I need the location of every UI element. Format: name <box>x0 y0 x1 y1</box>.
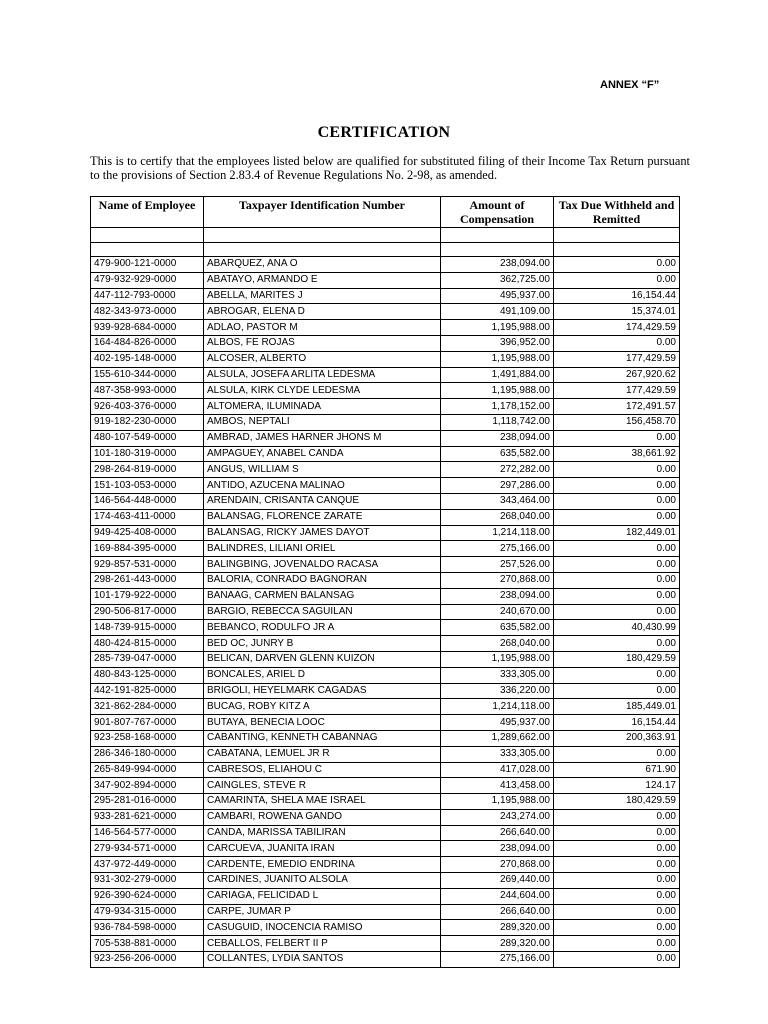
blank-cell <box>441 228 554 243</box>
table-row <box>91 936 680 952</box>
table-row <box>91 888 680 904</box>
tax-withheld-cell: 0.00 <box>554 257 680 273</box>
tin-cell: 347-902-894-0000 <box>91 778 204 794</box>
tax-withheld-cell: 15,374.01 <box>554 304 680 320</box>
table-row <box>91 746 680 762</box>
table-row <box>91 620 680 636</box>
tax-withheld-cell: 0.00 <box>554 572 680 588</box>
blank-row <box>91 228 680 243</box>
tax-withheld-cell: 180,429.59 <box>554 794 680 810</box>
compensation-cell: 495,937.00 <box>441 715 554 731</box>
employee-name-cell: CABRESOS, ELIAHOU C <box>204 762 441 778</box>
employee-name-cell: ABROGAR, ELENA D <box>204 304 441 320</box>
tin-cell: 487-358-993-0000 <box>91 383 204 399</box>
compensation-cell: 336,220.00 <box>441 683 554 699</box>
tax-withheld-cell: 0.00 <box>554 462 680 478</box>
tax-withheld-cell: 0.00 <box>554 636 680 652</box>
employee-name-cell: BUTAYA, BENECIA LOOC <box>204 715 441 731</box>
table-row <box>91 257 680 273</box>
employee-name-cell: BALORIA, CONRADO BAGNORAN <box>204 572 441 588</box>
table-row <box>91 857 680 873</box>
intro-paragraph <box>90 154 690 182</box>
tax-withheld-cell: 0.00 <box>554 746 680 762</box>
employee-name-cell: CABANTING, KENNETH CABANNAG <box>204 730 441 746</box>
table-row <box>91 778 680 794</box>
tax-withheld-cell: 200,363.91 <box>554 730 680 746</box>
tin-cell: 933-281-621-0000 <box>91 809 204 825</box>
employee-name-cell: ABELLA, MARITES J <box>204 288 441 304</box>
compensation-cell: 635,582.00 <box>441 446 554 462</box>
table-row <box>91 730 680 746</box>
compensation-cell: 491,109.00 <box>441 304 554 320</box>
compensation-cell: 1,178,152.00 <box>441 399 554 415</box>
table-row <box>91 446 680 462</box>
compensation-cell: 244,604.00 <box>441 888 554 904</box>
employee-name-cell: BARGIO, REBECCA SAGUILAN <box>204 604 441 620</box>
table-row <box>91 430 680 446</box>
employee-name-cell: COLLANTES, LYDIA SANTOS <box>204 952 441 968</box>
employee-name-cell: CEBALLOS, FELBERT II P <box>204 936 441 952</box>
tax-withheld-cell: 0.00 <box>554 904 680 920</box>
tin-cell: 936-784-598-0000 <box>91 920 204 936</box>
column-header-name: Name of Employee <box>91 197 204 228</box>
table-row <box>91 288 680 304</box>
tin-cell: 939-928-684-0000 <box>91 320 204 336</box>
table-row <box>91 351 680 367</box>
tin-cell: 155-610-344-0000 <box>91 367 204 383</box>
column-header-tax: Tax Due Withheld and Remitted <box>554 197 680 228</box>
table-row <box>91 509 680 525</box>
tax-withheld-cell: 0.00 <box>554 335 680 351</box>
tax-withheld-cell: 0.00 <box>554 493 680 509</box>
compensation-cell: 268,040.00 <box>441 636 554 652</box>
tin-cell: 286-346-180-0000 <box>91 746 204 762</box>
employee-name-cell: BUCAG, ROBY KITZ A <box>204 699 441 715</box>
employee-name-cell: BRIGOLI, HEYELMARK CAGADAS <box>204 683 441 699</box>
employee-name-cell: CARIAGA, FELICIDAD L <box>204 888 441 904</box>
compensation-cell: 238,094.00 <box>441 588 554 604</box>
employee-name-cell: BALINGBING, JOVENALDO RACASA <box>204 557 441 573</box>
table-row <box>91 699 680 715</box>
column-header-tin: Taxpayer Identification Number <box>204 197 441 228</box>
tin-cell: 482-343-973-0000 <box>91 304 204 320</box>
employee-name-cell: ALSULA, KIRK CLYDE LEDESMA <box>204 383 441 399</box>
table-row <box>91 478 680 494</box>
tin-cell: 479-932-929-0000 <box>91 272 204 288</box>
tin-cell: 298-264-819-0000 <box>91 462 204 478</box>
compensation-cell: 240,670.00 <box>441 604 554 620</box>
tin-cell: 146-564-448-0000 <box>91 493 204 509</box>
tax-withheld-cell: 267,920.62 <box>554 367 680 383</box>
table-row <box>91 525 680 541</box>
tax-withheld-cell: 177,429.59 <box>554 383 680 399</box>
employee-name-cell: ABARQUEZ, ANA O <box>204 257 441 273</box>
blank-cell <box>441 242 554 257</box>
table-row <box>91 794 680 810</box>
tax-withheld-cell: 0.00 <box>554 588 680 604</box>
table-row <box>91 904 680 920</box>
table-row <box>91 604 680 620</box>
tin-cell: 479-934-315-0000 <box>91 904 204 920</box>
employee-name-cell: ALBOS, FE ROJAS <box>204 335 441 351</box>
compensation-cell: 238,094.00 <box>441 430 554 446</box>
employee-name-cell: BEBANCO, RODULFO JR A <box>204 620 441 636</box>
employee-name-cell: CAMARINTA, SHELA MAE ISRAEL <box>204 794 441 810</box>
compensation-cell: 495,937.00 <box>441 288 554 304</box>
table-row <box>91 462 680 478</box>
employee-name-cell: AMBRAD, JAMES HARNER JHONS M <box>204 430 441 446</box>
tax-withheld-cell: 0.00 <box>554 478 680 494</box>
tin-cell: 479-900-121-0000 <box>91 257 204 273</box>
compensation-cell: 362,725.00 <box>441 272 554 288</box>
blank-cell <box>554 228 680 243</box>
table-row <box>91 367 680 383</box>
blank-cell <box>554 242 680 257</box>
compensation-cell: 275,166.00 <box>441 952 554 968</box>
tax-withheld-cell: 156,458.70 <box>554 414 680 430</box>
tax-withheld-cell: 0.00 <box>554 430 680 446</box>
table-row <box>91 873 680 889</box>
column-header-amount: Amount of Compensation <box>441 197 554 228</box>
tin-cell: 295-281-016-0000 <box>91 794 204 810</box>
tin-cell: 480-843-125-0000 <box>91 667 204 683</box>
tin-cell: 285-739-047-0000 <box>91 651 204 667</box>
compensation-cell: 275,166.00 <box>441 541 554 557</box>
employee-name-cell: BALANSAG, RICKY JAMES DAYOT <box>204 525 441 541</box>
table-row <box>91 667 680 683</box>
tax-withheld-cell: 38,661.92 <box>554 446 680 462</box>
tin-cell: 929-857-531-0000 <box>91 557 204 573</box>
table-row <box>91 493 680 509</box>
blank-row <box>91 242 680 257</box>
table-row <box>91 383 680 399</box>
employee-name-cell: AMPAGUEY, ANABEL CANDA <box>204 446 441 462</box>
tax-withheld-cell: 177,429.59 <box>554 351 680 367</box>
employee-name-cell: ALTOMERA, ILUMINADA <box>204 399 441 415</box>
tax-withheld-cell: 0.00 <box>554 557 680 573</box>
table-row <box>91 683 680 699</box>
tax-withheld-cell: 0.00 <box>554 604 680 620</box>
tax-withheld-cell: 180,429.59 <box>554 651 680 667</box>
tax-withheld-cell: 0.00 <box>554 936 680 952</box>
employee-name-cell: ALSULA, JOSEFA ARLITA LEDESMA <box>204 367 441 383</box>
tax-withheld-cell: 40,430.99 <box>554 620 680 636</box>
employee-table <box>90 196 680 968</box>
employee-name-cell: BALANSAG, FLORENCE ZARATE <box>204 509 441 525</box>
employee-name-cell: BELICAN, DARVEN GLENN KUIZON <box>204 651 441 667</box>
compensation-cell: 1,289,662.00 <box>441 730 554 746</box>
compensation-cell: 1,195,988.00 <box>441 351 554 367</box>
tin-cell: 265-849-994-0000 <box>91 762 204 778</box>
table-row <box>91 414 680 430</box>
tax-withheld-cell: 0.00 <box>554 667 680 683</box>
compensation-cell: 257,526.00 <box>441 557 554 573</box>
blank-cell <box>91 242 204 257</box>
table-row <box>91 920 680 936</box>
tax-withheld-cell: 0.00 <box>554 825 680 841</box>
tin-cell: 164-484-826-0000 <box>91 335 204 351</box>
employee-name-cell: BONCALES, ARIEL D <box>204 667 441 683</box>
tin-cell: 926-403-376-0000 <box>91 399 204 415</box>
tin-cell: 101-180-319-0000 <box>91 446 204 462</box>
tin-cell: 480-424-815-0000 <box>91 636 204 652</box>
page-title: CERTIFICATION <box>317 124 451 141</box>
table-row <box>91 320 680 336</box>
compensation-cell: 1,214,118.00 <box>441 525 554 541</box>
compensation-cell: 333,305.00 <box>441 746 554 762</box>
compensation-cell: 268,040.00 <box>441 509 554 525</box>
tax-withheld-cell: 0.00 <box>554 857 680 873</box>
table-row <box>91 762 680 778</box>
employee-name-cell: BED OC, JUNRY B <box>204 636 441 652</box>
tin-cell: 298-261-443-0000 <box>91 572 204 588</box>
tin-cell: 705-538-881-0000 <box>91 936 204 952</box>
tin-cell: 402-195-148-0000 <box>91 351 204 367</box>
tin-cell: 437-972-449-0000 <box>91 857 204 873</box>
compensation-cell: 333,305.00 <box>441 667 554 683</box>
table-row <box>91 572 680 588</box>
employee-name-cell: ANGUS, WILLIAM S <box>204 462 441 478</box>
tin-cell: 480-107-549-0000 <box>91 430 204 446</box>
compensation-cell: 266,640.00 <box>441 825 554 841</box>
annex-label: ANNEX “F” <box>600 79 660 91</box>
compensation-cell: 269,440.00 <box>441 873 554 889</box>
employee-name-cell: ABATAYO, ARMANDO E <box>204 272 441 288</box>
tax-withheld-cell: 0.00 <box>554 888 680 904</box>
blank-cell <box>204 228 441 243</box>
compensation-cell: 1,118,742.00 <box>441 414 554 430</box>
compensation-cell: 396,952.00 <box>441 335 554 351</box>
tin-cell: 290-506-817-0000 <box>91 604 204 620</box>
table-row <box>91 335 680 351</box>
table-row <box>91 952 680 968</box>
table-row <box>91 557 680 573</box>
tin-cell: 923-256-206-0000 <box>91 952 204 968</box>
intro-text: This is to certify that the employees listed below are qualified for substituted filing of their Income Tax Return pursuant to the provisions of Section 2.83.4 of Revenue Regulations No. 2-98, as amended. <box>90 154 690 182</box>
compensation-cell: 1,195,988.00 <box>441 651 554 667</box>
tin-cell: 169-884-395-0000 <box>91 541 204 557</box>
employee-name-cell: CASUGUID, INOCENCIA RAMISO <box>204 920 441 936</box>
employee-name-cell: CAINGLES, STEVE R <box>204 778 441 794</box>
employee-name-cell: CARPE, JUMAR P <box>204 904 441 920</box>
tin-cell: 174-463-411-0000 <box>91 509 204 525</box>
tax-withheld-cell: 0.00 <box>554 841 680 857</box>
tin-cell: 923-258-168-0000 <box>91 730 204 746</box>
table-body <box>91 257 680 968</box>
compensation-cell: 635,582.00 <box>441 620 554 636</box>
tin-cell: 931-302-279-0000 <box>91 873 204 889</box>
table-row <box>91 636 680 652</box>
tin-cell: 279-934-571-0000 <box>91 841 204 857</box>
blank-cell <box>91 228 204 243</box>
employee-name-cell: CABATANA, LEMUEL JR R <box>204 746 441 762</box>
table-row <box>91 399 680 415</box>
tax-withheld-cell: 16,154.44 <box>554 288 680 304</box>
compensation-cell: 266,640.00 <box>441 904 554 920</box>
tax-withheld-cell: 172,491.57 <box>554 399 680 415</box>
table-row <box>91 809 680 825</box>
compensation-cell: 1,195,988.00 <box>441 320 554 336</box>
tax-withheld-cell: 182,449.01 <box>554 525 680 541</box>
employee-name-cell: CANDA, MARISSA TABILIRAN <box>204 825 441 841</box>
employee-name-cell: CARCUEVA, JUANITA IRAN <box>204 841 441 857</box>
employee-name-cell: CARDENTE, EMEDIO ENDRINA <box>204 857 441 873</box>
employee-name-cell: CARDINES, JUANITO ALSOLA <box>204 873 441 889</box>
compensation-cell: 417,028.00 <box>441 762 554 778</box>
compensation-cell: 297,286.00 <box>441 478 554 494</box>
tax-withheld-cell: 0.00 <box>554 952 680 968</box>
tin-cell: 447-112-793-0000 <box>91 288 204 304</box>
tin-cell: 151-103-053-0000 <box>91 478 204 494</box>
employee-name-cell: BANAAG, CARMEN BALANSAG <box>204 588 441 604</box>
compensation-cell: 289,320.00 <box>441 920 554 936</box>
table-row <box>91 651 680 667</box>
compensation-cell: 413,458.00 <box>441 778 554 794</box>
tax-withheld-cell: 0.00 <box>554 509 680 525</box>
tax-withheld-cell: 0.00 <box>554 272 680 288</box>
tax-withheld-cell: 185,449.01 <box>554 699 680 715</box>
tax-withheld-cell: 124.17 <box>554 778 680 794</box>
table-row <box>91 541 680 557</box>
employee-name-cell: ARENDAIN, CRISANTA CANQUE <box>204 493 441 509</box>
tin-cell: 146-564-577-0000 <box>91 825 204 841</box>
tax-withheld-cell: 0.00 <box>554 920 680 936</box>
tax-withheld-cell: 0.00 <box>554 873 680 889</box>
table-row <box>91 588 680 604</box>
tin-cell: 101-179-922-0000 <box>91 588 204 604</box>
compensation-cell: 270,868.00 <box>441 857 554 873</box>
employee-name-cell: BALINDRES, LILIANI ORIEL <box>204 541 441 557</box>
tax-withheld-cell: 0.00 <box>554 541 680 557</box>
tax-withheld-cell: 16,154.44 <box>554 715 680 731</box>
compensation-cell: 1,195,988.00 <box>441 383 554 399</box>
compensation-cell: 343,464.00 <box>441 493 554 509</box>
tax-withheld-cell: 671.90 <box>554 762 680 778</box>
table-row <box>91 841 680 857</box>
tin-cell: 949-425-408-0000 <box>91 525 204 541</box>
tax-withheld-cell: 174,429.59 <box>554 320 680 336</box>
employee-name-cell: ADLAO, PASTOR M <box>204 320 441 336</box>
employee-name-cell: AMBOS, NEPTALI <box>204 414 441 430</box>
table-header-row <box>91 197 680 228</box>
tin-cell: 926-390-624-0000 <box>91 888 204 904</box>
compensation-cell: 1,214,118.00 <box>441 699 554 715</box>
compensation-cell: 1,491,884.00 <box>441 367 554 383</box>
tax-withheld-cell: 0.00 <box>554 683 680 699</box>
tin-cell: 919-182-230-0000 <box>91 414 204 430</box>
blank-cell <box>204 242 441 257</box>
table-row <box>91 304 680 320</box>
table-row <box>91 272 680 288</box>
tin-cell: 321-862-284-0000 <box>91 699 204 715</box>
compensation-cell: 289,320.00 <box>441 936 554 952</box>
compensation-cell: 270,868.00 <box>441 572 554 588</box>
table-row <box>91 715 680 731</box>
employee-name-cell: ANTIDO, AZUCENA MALINAO <box>204 478 441 494</box>
table-row <box>91 825 680 841</box>
compensation-cell: 238,094.00 <box>441 257 554 273</box>
compensation-cell: 243,274.00 <box>441 809 554 825</box>
employee-name-cell: ALCOSER, ALBERTO <box>204 351 441 367</box>
tin-cell: 901-807-767-0000 <box>91 715 204 731</box>
tax-withheld-cell: 0.00 <box>554 809 680 825</box>
compensation-cell: 238,094.00 <box>441 841 554 857</box>
compensation-cell: 272,282.00 <box>441 462 554 478</box>
tin-cell: 442-191-825-0000 <box>91 683 204 699</box>
tin-cell: 148-739-915-0000 <box>91 620 204 636</box>
employee-name-cell: CAMBARI, ROWENA GANDO <box>204 809 441 825</box>
compensation-cell: 1,195,988.00 <box>441 794 554 810</box>
